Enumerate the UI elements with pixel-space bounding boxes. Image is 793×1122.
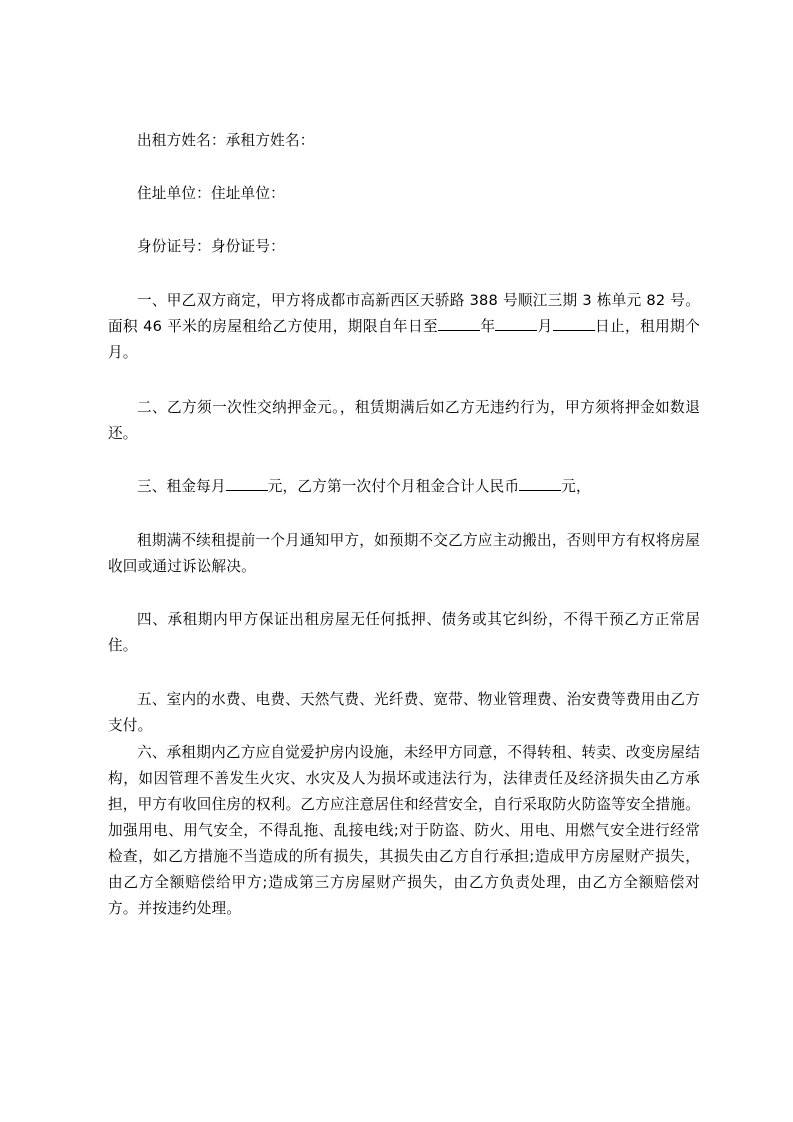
clause-5: 五、室内的水费、电费、天然气费、光纤费、宽带、物业管理费、治安费等费用由乙方支付。 bbox=[108, 691, 700, 734]
clause-3-note: 租期满不续租提前一个月通知甲方，如预期不交乙方应主动搬出，否则甲方有权将房屋收回或通过诉讼解决。 bbox=[108, 532, 700, 575]
clause-3-text-b: 元，乙方第一次付个月租金合计人民币 bbox=[267, 478, 520, 495]
blank-end-year bbox=[438, 314, 480, 331]
clause-4: 四、承租期内甲方保证出租房屋无任何抵押、债务或其它纠纷，不得干预乙方正常居住。 bbox=[108, 611, 700, 654]
clause-1-text-a: 一、甲乙双方商定，甲方将成都市高新西区天骄路 388 号顺江三期 3 栋单元 82 号。面积 46 平米的房屋租给乙方使用，期限自年日至 bbox=[108, 292, 700, 335]
clause-3-text-a: 三、租金每月 bbox=[137, 478, 226, 495]
clause-6: 六、承租期内乙方应自觉爱护房内设施，未经甲方同意，不得转租、转卖、改变房屋结构，如因管理不善发生火灾、水灾及人为损坏或违法行为，法律责任及经济损失由乙方承担，甲方有收回住房的权利。乙方应注意居住和经营安全，自行采取防火防盗等安全措施。加强用电、用气安全，不得乱拖、乱接电线;对于防盗、防火、用电、用燃气安全进行经常检查，如乙方措施不当造成的所有损失，其损失由乙方自行承担;造成甲方房屋财产损失，由乙方全额赔偿给甲方;造成第三方房屋财产损失，由乙方负责处理，由乙方全额赔偿对方。并按违约处理。 bbox=[108, 744, 700, 917]
clause-1-text-b: 年 bbox=[480, 318, 496, 335]
lessor-lessee-name-line: 出租方姓名：承租方姓名： bbox=[137, 132, 315, 149]
blank-first-payment bbox=[519, 474, 561, 491]
clause-3 bbox=[108, 474, 700, 500]
blank-end-month bbox=[495, 314, 537, 331]
blank-monthly-rent bbox=[226, 474, 268, 491]
clause-1-text-c: 月 bbox=[537, 318, 553, 335]
clause-1 bbox=[108, 288, 700, 366]
clause-2: 二、乙方须一次性交纳押金元。，租赁期满后如乙方无违约行为，甲方须将押金如数退还。 bbox=[108, 399, 700, 442]
blank-end-day bbox=[553, 314, 595, 331]
id-number-line: 身份证号：身份证号： bbox=[137, 238, 285, 255]
clause-3-text-c: 元， bbox=[561, 478, 591, 495]
clause-1-text-d: 日止，租用期个月。 bbox=[108, 318, 701, 361]
address-line: 住址单位：住址单位： bbox=[137, 185, 285, 202]
